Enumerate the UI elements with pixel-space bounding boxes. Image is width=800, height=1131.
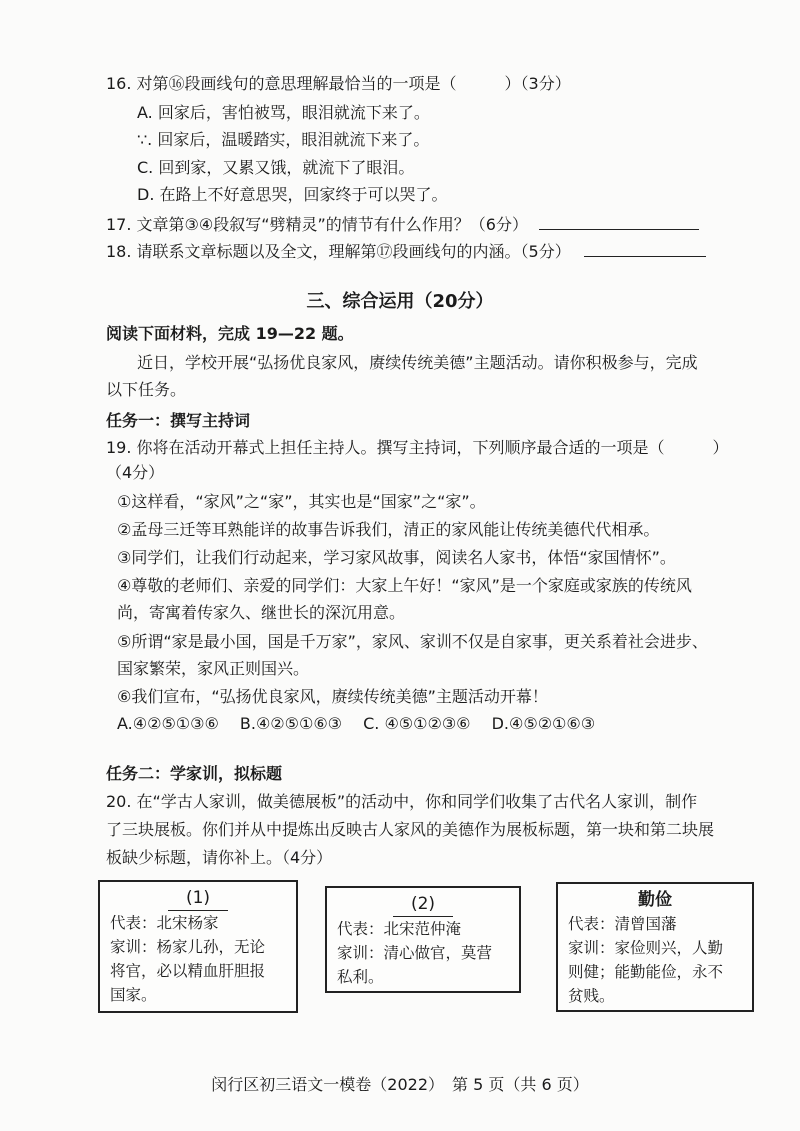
board-1-motto-3: 国家。 [110, 986, 157, 1004]
question-17 [106, 211, 699, 237]
board-1-motto-2: 将官，必以精血肝胆报 [110, 962, 266, 980]
intro-line-1: 近日，学校开展“弘扬优良家风，赓续传统美德”主题活动。请你积极参与，完成 [137, 353, 698, 372]
q16-option-a: A. 回家后，害怕被骂，眼泪就流下来了。 [137, 103, 430, 122]
q16-option-c: C. 回到家，又累又饿，就流下了眼泪。 [137, 158, 415, 177]
q18-answer-line[interactable] [584, 238, 706, 257]
q17-text: 17. 文章第③④段叙写“劈精灵”的情节有什么作用？（6分） [106, 215, 528, 234]
q19-sentence-4b: 尚，寄寓着传家久、继世长的深沉用意。 [117, 603, 406, 622]
q20-line-3: 板缺少标题，请你补上。（4分） [106, 848, 333, 867]
q19-stem: 19. 你将在活动开幕式上担任主持人。撰写主持词，下列顺序最合适的一项是（ ） [106, 438, 729, 457]
q20-line-2: 了三块展板。你们并从中提炼出反映古人家风的美德作为展板标题，第一块和第二块展 [106, 820, 715, 839]
board-2-representative: 代表：北宋范仲淹 [337, 920, 462, 938]
board-1-motto-1: 家训：杨家儿孙，无论 [110, 938, 266, 956]
q19-sentence-4a: ④尊敬的老师们、亲爱的同学们：大家上午好！“家风”是一个家庭或家族的传统风 [117, 576, 692, 595]
board-3-title: 勤俭 [638, 890, 672, 910]
q19-sentence-2: ②孟母三迁等耳熟能详的故事告诉我们，清正的家风能让传统美德代代相承。 [117, 520, 660, 539]
board-3-representative: 代表：清曾国藩 [568, 915, 677, 933]
q19-sentence-5a: ⑤所谓“家是最小国，国是千万家”，家风、家训不仅是自家事，更关系着社会进步、 [117, 632, 708, 651]
q19-score: （4分） [106, 463, 165, 482]
board-3-motto-1: 家训：家俭则兴，人勤 [568, 939, 724, 957]
q19-sentence-1: ①这样看，“家风”之“家”，其实也是“国家”之“家”。 [117, 492, 486, 511]
q16-option-d: D. 在路上不好意思哭，回家终于可以哭了。 [137, 185, 448, 204]
board-2-motto-2: 私利。 [337, 968, 384, 986]
q19-sentence-5b: 国家繁荣，家风正则国兴。 [117, 659, 310, 678]
board-3 [556, 882, 754, 1012]
board-1-representative: 代表：北宋杨家 [110, 914, 219, 932]
board-2 [325, 886, 521, 993]
task-2-heading: 任务二：学家训，拟标题 [106, 764, 283, 783]
board-3-motto-2: 则健；能勤能俭，永不 [568, 963, 724, 981]
q17-answer-line[interactable] [539, 211, 699, 230]
q19-sentence-6: ⑥我们宣布，“弘扬优良家风，赓续传统美德”主题活动开幕！ [117, 687, 548, 706]
board-3-motto-3: 贫贱。 [568, 987, 615, 1005]
board-1 [98, 880, 298, 1013]
q16-option-b: ∵. 回家后，温暖踏实，眼泪就流下来了。 [137, 130, 430, 149]
board-2-motto-1: 家训：清心做官，莫营 [337, 944, 493, 962]
board-2-title: (2) [327, 892, 519, 917]
page-footer: 闵行区初三语文一模卷（2022） 第 5 页（共 6 页） [211, 1075, 589, 1094]
q16-stem: 16. 对第⑯段画线句的意思理解最恰当的一项是（ ）（3分） [106, 74, 571, 93]
reading-instruction: 阅读下面材料，完成 19—22 题。 [106, 324, 354, 343]
q20-line-1: 20. 在“学古人家训，做美德展板”的活动中，你和同学们收集了古代名人家训，制作 [106, 792, 698, 811]
task-1-heading: 任务一：撰写主持词 [106, 411, 251, 430]
intro-line-2: 以下任务。 [106, 380, 187, 399]
q19-sentence-3: ③同学们，让我们行动起来，学习家风故事，阅读名人家书，体悟“家国情怀”。 [117, 548, 676, 567]
q19-options: A.④②⑤①③⑥ B.④②⑤①⑥③ C. ④⑤①②③⑥ D.④⑤②①⑥③ [117, 714, 596, 733]
q18-text: 18. 请联系文章标题以及全文，理解第⑰段画线句的内涵。（5分） [106, 242, 571, 261]
section-title: 三、综合运用（20分） [306, 291, 494, 312]
question-18 [106, 238, 706, 264]
board-1-title: (1) [100, 886, 296, 911]
